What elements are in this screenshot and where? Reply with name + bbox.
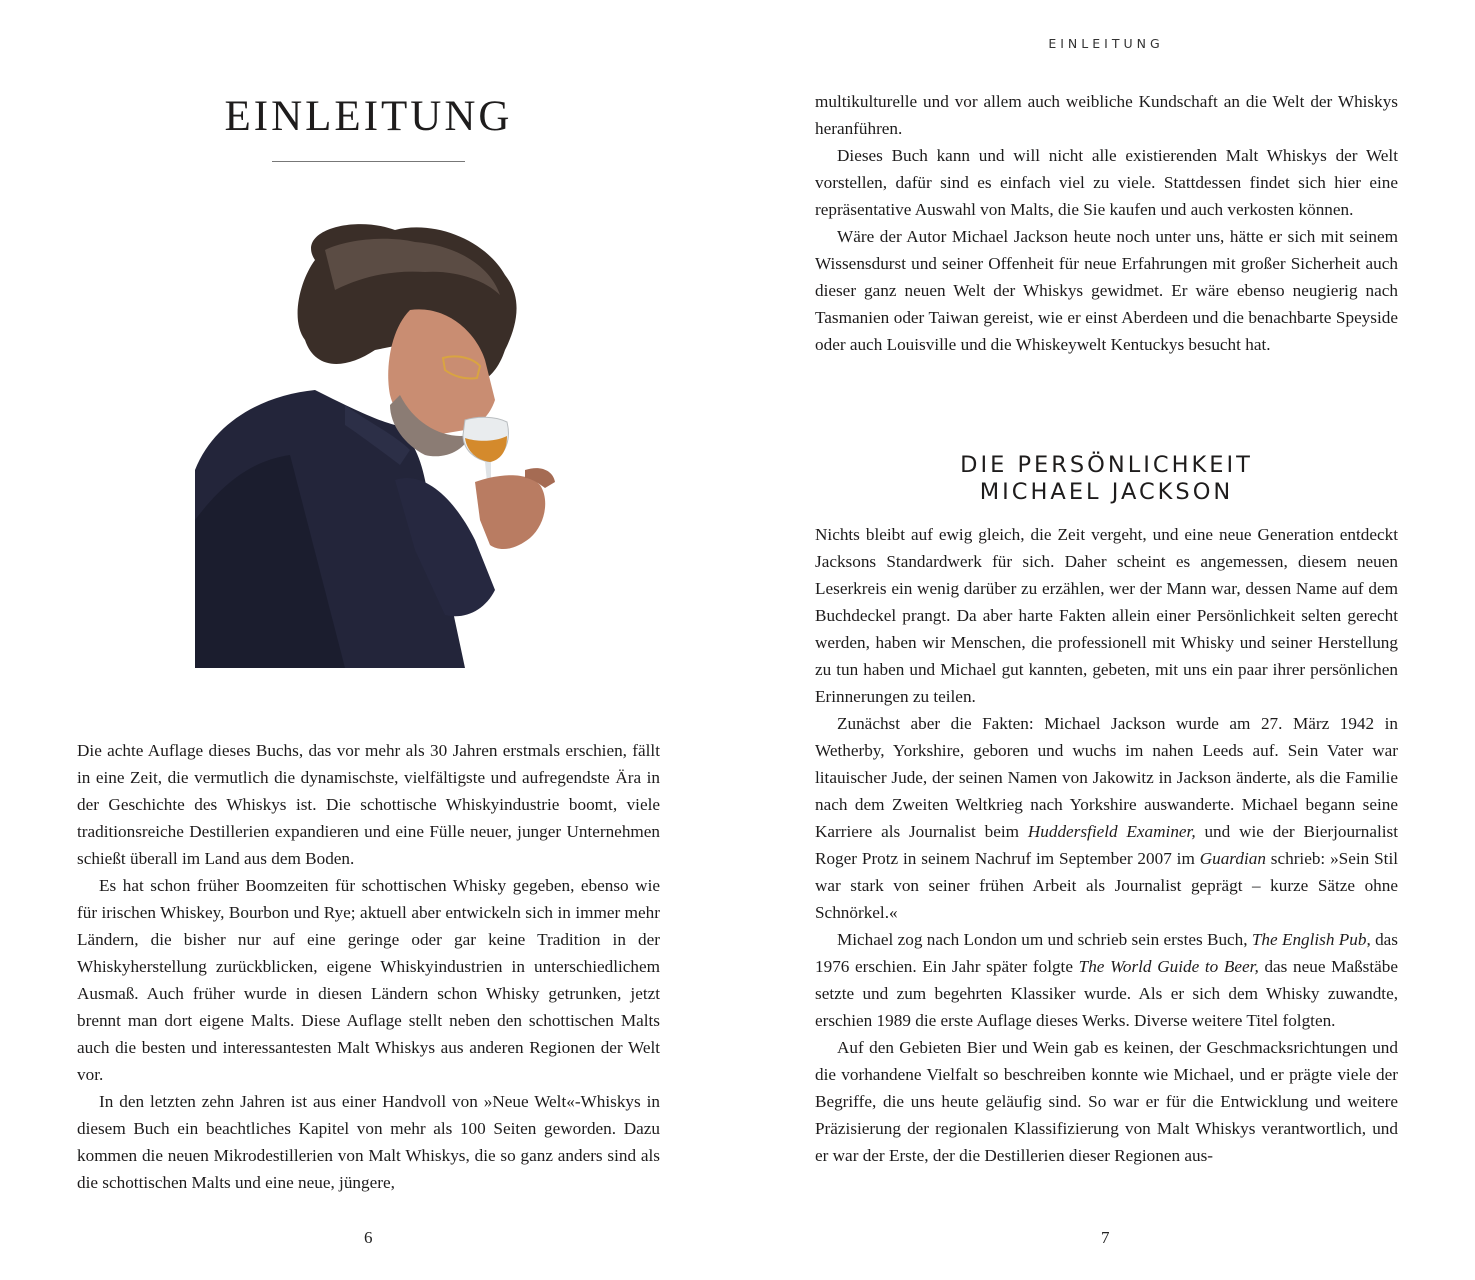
paragraph: Michael zog nach London um und schrieb sein erstes Buch, The English Pub, das 1976 erschien. Ein Jahr später folgte The World Guide to Beer, das neue Maßstäbe setzte und zum begehrten Klassiker wurde. Als er sich dem Whisky zuwandte, erschien 1989 die erste Auflage dieses Werks. Diverse weitere Titel folgten.	[815, 930, 1398, 1030]
paragraph: Nichts bleibt auf ewig gleich, die Zeit vergeht, und eine neue Generation entdeckt Jacksons Standardwerk für sich. Daher scheint es angemessen, diesem neuen Leserkreis ein wenig darüber zu erzählen, wer der Mann war, dessen Name auf dem Buchdeckel prangt. Da aber harte Fakten allein einer Persönlichkeit selten gerecht werden, haben wir Menschen, die professionell mit Whisky und seiner Herstellung zu tun haben und Michael gut kannten, gebeten, mit uns ein paar ihrer persönlichen Erinnerungen zu teilen.	[815, 525, 1398, 706]
page-number: 6	[364, 1228, 373, 1247]
italic-title: The English Pub	[1251, 930, 1367, 949]
right-body-text-top	[815, 88, 1398, 358]
left-body-text	[77, 737, 660, 1196]
italic-title: Guardian	[1199, 849, 1266, 868]
page-number: 7	[1101, 1228, 1110, 1247]
paragraph: Auf den Gebieten Bier und Wein gab es keinen, der Geschmacksrichtungen und die vorhandene Vielfalt so beschreiben konnte wie Michael, und er prägte viele der Begriffe, die uns heute geläufig sind. So war er für die Entwicklung und weitere Präzisierung der regionalen Klassifizierung von Malt Whiskys verantwortlich, und er war der Erste, der die Destillerien dieser Regionen aus-	[815, 1038, 1398, 1165]
italic-title: Huddersfield Examiner,	[1027, 822, 1196, 841]
running-head: EINLEITUNG	[1048, 36, 1164, 51]
paragraph: Wäre der Autor Michael Jackson heute noch unter uns, hätte er sich mit seinem Wissensdurst und seiner Offenheit für neue Erfahrungen mit großer Sicherheit auch dieser ganz neuen Welt der Whiskys gewidmet. Er wäre ebenso neugierig nach Tasmanien oder Taiwan gereist, wie er einst Aberdeen und die benachbarte Speyside oder auch Louisville und die Whiskeywelt Kentuckys besucht hat.	[815, 227, 1398, 354]
section-heading-line1: DIE PERSÖNLICHKEIT	[960, 452, 1253, 478]
paragraph: multikulturelle und vor allem auch weibliche Kundschaft an die Welt der Whiskys heranführen.	[815, 92, 1398, 138]
italic-title: The World Guide to Beer,	[1078, 957, 1259, 976]
right-body-text-bottom	[815, 521, 1398, 1169]
paragraph: Es hat schon früher Boomzeiten für schottischen Whisky gegeben, ebenso wie für irischen Whiskey, Bourbon und Rye; aktuell aber entwickeln sich in immer mehr Ländern, die bisher nur auf eine geringe oder gar keine Tradition in der Whiskyherstellung zurückblicken, eigene Whiskyindustrien in unterschiedlichem Ausmaß. Auch früher wurde in diesen Ländern schon Whisky getrunken, jetzt brennt man dort eigene Malts. Diese Auflage stellt neben den schottischen Malts auch die besten und interessantesten Malt Whiskys aus anderen Regionen der Welt vor.	[77, 876, 660, 1084]
paragraph: Die achte Auflage dieses Buchs, das vor mehr als 30 Jahren erstmals erschien, fällt in eine Zeit, die vermutlich die dynamischste, vielfältigste und aufregendste Ära in der Geschichte des Whiskys ist. Die schottische Whiskyindustrie boomt, viele traditionsreiche Destillerien expandieren und eine Fülle neuer, junger Unternehmen schießt überall im Land aus dem Boden.	[77, 741, 660, 868]
hand-shape	[475, 475, 545, 549]
section-heading	[815, 452, 1398, 506]
paragraph: Zunächst aber die Fakten: Michael Jackson wurde am 27. März 1942 in Wetherby, Yorkshire, geboren und wuchs im nahen Leeds auf. Sein Vater war litauischer Jude, der seinen Namen von Jakowitz in Jackson änderte, als die Familie nach dem Zweiten Weltkrieg nach Yorkshire auswanderte. Michael begann seine Karriere als Journalist beim Huddersfield Examiner, und wie der Bierjournalist Roger Protz in seinem Nachruf im September 2007 im Guardian schrieb: »Sein Stil war stark von seiner frühen Arbeit als Journalist geprägt – kurze Sätze ohne Schnörkel.«	[815, 714, 1398, 922]
section-heading-line2: MICHAEL JACKSON	[979, 479, 1234, 505]
left-page	[0, 0, 737, 1280]
right-page	[737, 0, 1475, 1280]
paragraph: Dieses Buch kann und will nicht alle existierenden Malt Whiskys der Welt vorstellen, dafür sind es einfach viel zu viele. Stattdessen findet sich hier eine repräsentative Auswahl von Malts, die Sie kaufen und auch verkosten können.	[815, 146, 1398, 219]
portrait-photo	[195, 220, 565, 668]
chapter-title: EINLEITUNG	[224, 93, 513, 140]
paragraph: In den letzten zehn Jahren ist aus einer Handvoll von »Neue Welt«-Whiskys in diesem Buch ein beachtliches Kapitel von mehr als 100 Seiten geworden. Dazu kommen die neuen Mikrodestillerien von Malt Whiskys, die so ganz anders sind als die schottischen Malts und eine neue, jüngere,	[77, 1092, 660, 1192]
title-rule	[272, 161, 465, 162]
